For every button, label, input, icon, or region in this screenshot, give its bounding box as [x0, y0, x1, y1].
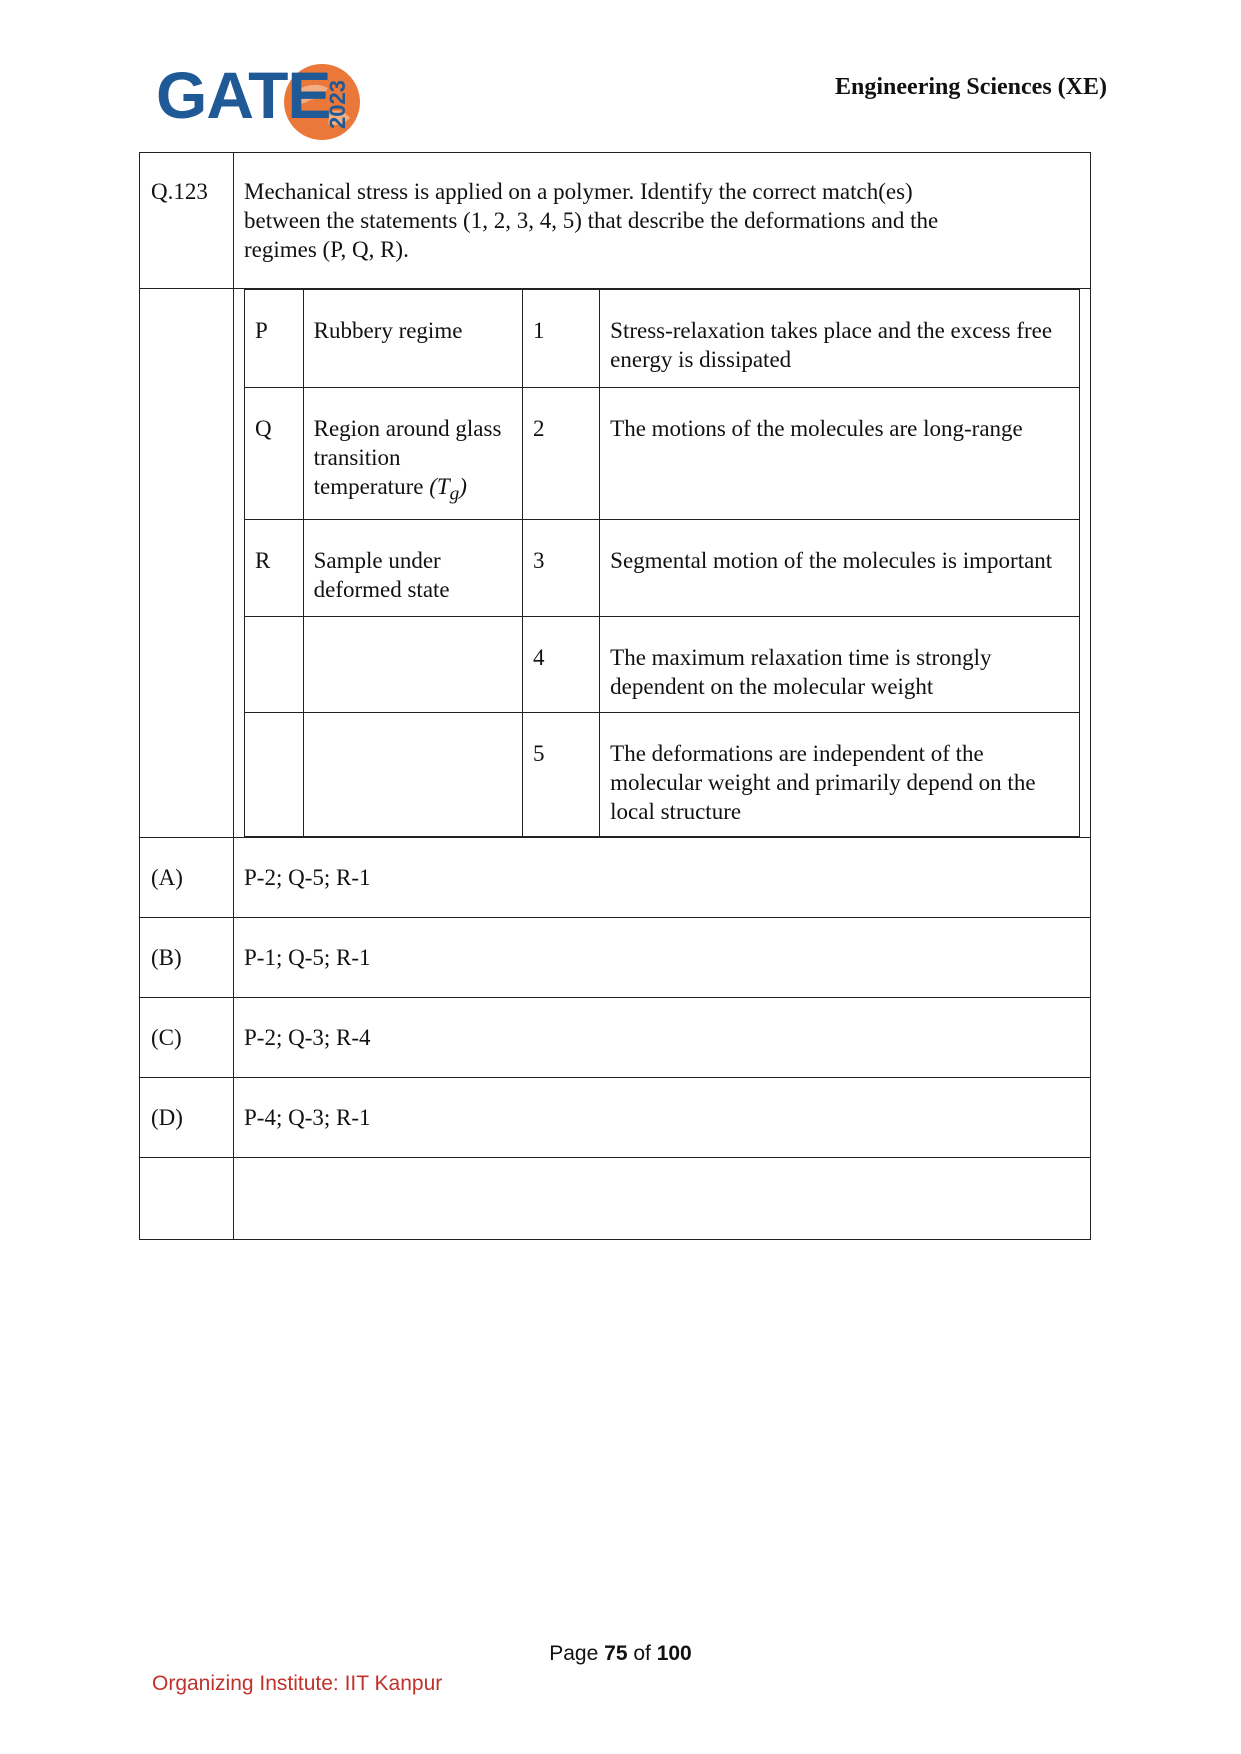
empty-row — [140, 1157, 1091, 1239]
regime-text: Sample under deformed state — [303, 519, 522, 616]
regime-text — [303, 712, 522, 836]
option-label: (C) — [140, 997, 234, 1077]
question-number: Q.123 — [140, 153, 234, 289]
question-text: Mechanical stress is applied on a polymer. Identify the correct match(es) between the statements (1, 2, 3, 4, 5) that describe the deformations and the regimes (P, Q, R). — [234, 153, 1091, 289]
option-row — [140, 997, 1091, 1077]
question-row — [140, 153, 1091, 289]
regime-symbol: $(T_g)$ — [429, 474, 467, 505]
match-row — [245, 616, 1080, 712]
page-number: Page 75 of 100 — [549, 1642, 692, 1665]
option-label: (A) — [140, 837, 234, 917]
match-row — [245, 388, 1080, 520]
option-text: P-1; Q-5; R-1 — [234, 917, 1091, 997]
option-row — [140, 1077, 1091, 1157]
match-row — [245, 519, 1080, 616]
statement-number: 1 — [522, 290, 599, 388]
statement-text: The deformations are independent of the molecular weight and primarily depend on the local structure — [600, 712, 1080, 836]
regime-letter: Q — [245, 388, 304, 520]
logo-year: 2023 — [325, 80, 350, 130]
logo-text: GATE — [156, 58, 331, 132]
statement-number: 3 — [522, 519, 599, 616]
statement-number: 5 — [522, 712, 599, 836]
empty-cell — [234, 1157, 1091, 1239]
option-text: P-2; Q-5; R-1 — [234, 837, 1091, 917]
match-table — [244, 289, 1080, 837]
match-row — [245, 290, 1080, 388]
organizing-institute: Organizing Institute: IIT Kanpur — [152, 1672, 443, 1695]
option-text: P-2; Q-3; R-4 — [234, 997, 1091, 1077]
option-label: (B) — [140, 917, 234, 997]
option-row — [140, 917, 1091, 997]
regime-text — [303, 616, 522, 712]
current-page: 75 — [604, 1642, 628, 1665]
match-table-row — [140, 289, 1091, 838]
empty-cell — [140, 289, 234, 838]
question-table — [139, 152, 1091, 1240]
statement-number: 2 — [522, 388, 599, 520]
option-row — [140, 837, 1091, 917]
empty-cell — [140, 1157, 234, 1239]
statement-text: Stress-relaxation takes place and the excess free energy is dissipated — [600, 290, 1080, 388]
regime-text-main: Region around glass transition temperature — [313, 416, 502, 499]
regime-letter: R — [245, 519, 304, 616]
option-text: P-4; Q-3; R-1 — [234, 1077, 1091, 1157]
statement-number: 4 — [522, 616, 599, 712]
subject-title: Engineering Sciences (XE) — [835, 74, 1107, 100]
total-pages: 100 — [656, 1642, 692, 1665]
regime-text: Rubbery regime — [303, 290, 522, 388]
match-row — [245, 712, 1080, 836]
regime-text — [303, 388, 522, 520]
statement-text: The maximum relaxation time is strongly dependent on the molecular weight — [600, 616, 1080, 712]
statement-text: The motions of the molecules are long-range — [600, 388, 1080, 520]
statement-text: Segmental motion of the molecules is important — [600, 519, 1080, 616]
regime-subscript: g — [449, 483, 460, 505]
regime-letter: P — [245, 290, 304, 388]
gate-logo — [156, 58, 376, 144]
match-table-container — [234, 289, 1091, 838]
option-label: (D) — [140, 1077, 234, 1157]
regime-letter — [245, 616, 304, 712]
regime-letter — [245, 712, 304, 836]
